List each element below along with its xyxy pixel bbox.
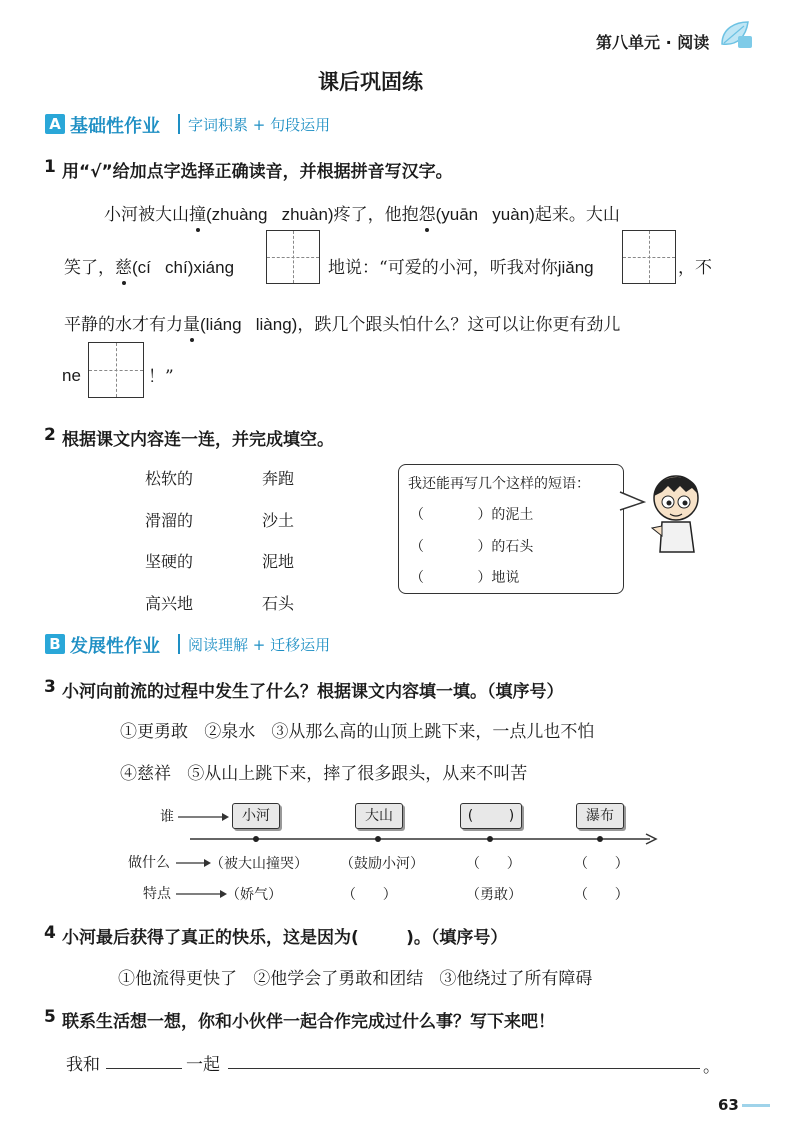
q1-line4-pinyin: ne [62, 366, 81, 385]
row-label-who: 谁 [160, 809, 174, 825]
q5-end: 。 [703, 1057, 720, 1077]
q5-w2: 一起 [186, 1055, 220, 1075]
character-box[interactable] [266, 230, 320, 284]
do-cell-blank[interactable]: （ ） [574, 856, 629, 872]
page-number-bar [742, 1104, 770, 1107]
page-title: 课后巩固练 [318, 70, 423, 94]
q3-prompt: 小河向前流的过程中发生了什么？根据课文内容填一填。（填序号） [62, 682, 564, 702]
answer-line[interactable] [228, 1068, 700, 1069]
q3-options-2: ④慈祥 ⑤从山上跳下来，摔了很多跟头，从来不叫苦 [120, 764, 528, 784]
q1-line4-end: ！” [148, 367, 174, 387]
right-word[interactable]: 奔跑 [262, 469, 295, 488]
pinyin-choice[interactable]: (cí chí) [132, 258, 194, 277]
left-word[interactable]: 滑溜的 [145, 511, 194, 530]
q1-prompt: 用“√”给加点字选择正确读音，并根据拼音写汉字。 [62, 162, 453, 182]
section-a-subtitle: 字词积累 + 句段运用 [188, 116, 331, 134]
q4-prompt[interactable]: 小河最后获得了真正的快乐，这是因为( )。（填序号） [62, 928, 508, 948]
right-word[interactable]: 沙土 [262, 511, 295, 530]
q1-line2-b: 地说：“可爱的小河，听我对你jiǎng [328, 258, 594, 278]
do-cell-blank[interactable]: （ ） [466, 856, 521, 872]
character-box[interactable] [88, 342, 144, 398]
left-word[interactable]: 坚硬的 [145, 552, 194, 571]
row-label-trait: 特点 [143, 886, 171, 902]
tag-xiaohe: 小河 [232, 803, 280, 829]
arrow-icon [178, 812, 230, 822]
unit-label: 第八单元 · 阅读 [596, 33, 710, 52]
tag-dashan: 大山 [355, 803, 403, 829]
bubble-blank[interactable]: （ ）的泥土 [410, 507, 534, 523]
q2-prompt: 根据课文内容连一连，并完成填空。 [62, 430, 334, 450]
q5-prompt: 联系生活想一想，你和小伙伴一起合作完成过什么事？写下来吧！ [62, 1012, 555, 1032]
section-a-title: 基础性作业 [70, 116, 160, 137]
tag-blank[interactable]: ( ) [460, 803, 522, 829]
boy-avatar [648, 466, 708, 558]
q4-options: ①他流得更快了 ②他学会了勇敢和团结 ③他绕过了所有障碍 [118, 969, 593, 989]
character-box[interactable] [622, 230, 676, 284]
timeline [190, 832, 660, 846]
q3-options-1: ①更勇敢 ②泉水 ③从那么高的山顶上跳下来，一点儿也不怕 [120, 722, 595, 742]
trait-cell: （娇气） [226, 887, 282, 903]
section-b-subtitle: 阅读理解 + 迁移运用 [188, 636, 331, 654]
bubble-title: 我还能再写几个这样的短语： [408, 476, 590, 492]
q1-line3: 平静的水才有力量(liáng liàng)，跌几个跟头怕什么？这可以让你更有劲儿 [64, 310, 620, 335]
do-cell: （鼓励小河） [340, 856, 424, 872]
q1-line2-a: 笑了，慈(cí chí)xiáng [64, 253, 234, 278]
section-a-divider [178, 114, 180, 134]
trait-cell-blank[interactable]: （ ） [574, 887, 629, 903]
section-b-divider [178, 634, 180, 654]
page-number: 63 [718, 1096, 739, 1114]
bubble-blank[interactable]: （ ）的石头 [410, 539, 534, 555]
q4-number: 4 [44, 923, 56, 943]
answer-line[interactable] [106, 1068, 182, 1069]
q1-line2-c: ，不 [678, 258, 712, 278]
leaf-icon [716, 18, 756, 52]
q1-line1: 小河被大山撞(zhuàng zhuàn)疼了，他抱怨(yuān yuàn)起来。大山 [104, 200, 620, 225]
bubble-blank[interactable]: （ ）地说 [410, 570, 520, 586]
pinyin-choice[interactable]: (yuān yuàn) [435, 205, 535, 224]
arrow-icon [176, 889, 228, 899]
section-a-badge: A [45, 114, 65, 134]
pinyin-choice[interactable]: (zhuàng zhuàn) [206, 205, 334, 224]
section-b-title: 发展性作业 [70, 636, 160, 657]
q5-w1: 我和 [66, 1055, 100, 1075]
section-b-badge: B [45, 634, 65, 654]
bubble-tail [618, 490, 646, 514]
tag-pubu: 瀑布 [576, 803, 624, 829]
row-label-do: 做什么 [128, 855, 170, 871]
q2-number: 2 [44, 425, 56, 445]
pinyin-choice[interactable]: (liáng liàng) [200, 315, 298, 334]
left-word[interactable]: 高兴地 [145, 594, 194, 613]
arrow-icon [176, 858, 212, 868]
right-word[interactable]: 石头 [262, 594, 295, 613]
q1-number: 1 [44, 157, 56, 177]
q3-number: 3 [44, 677, 56, 697]
trait-cell: （勇敢） [466, 887, 522, 903]
right-word[interactable]: 泥地 [262, 552, 295, 571]
trait-cell-blank[interactable]: （ ） [342, 887, 397, 903]
do-cell: （被大山撞哭） [210, 856, 308, 872]
left-word[interactable]: 松软的 [145, 469, 194, 488]
q5-number: 5 [44, 1007, 56, 1027]
